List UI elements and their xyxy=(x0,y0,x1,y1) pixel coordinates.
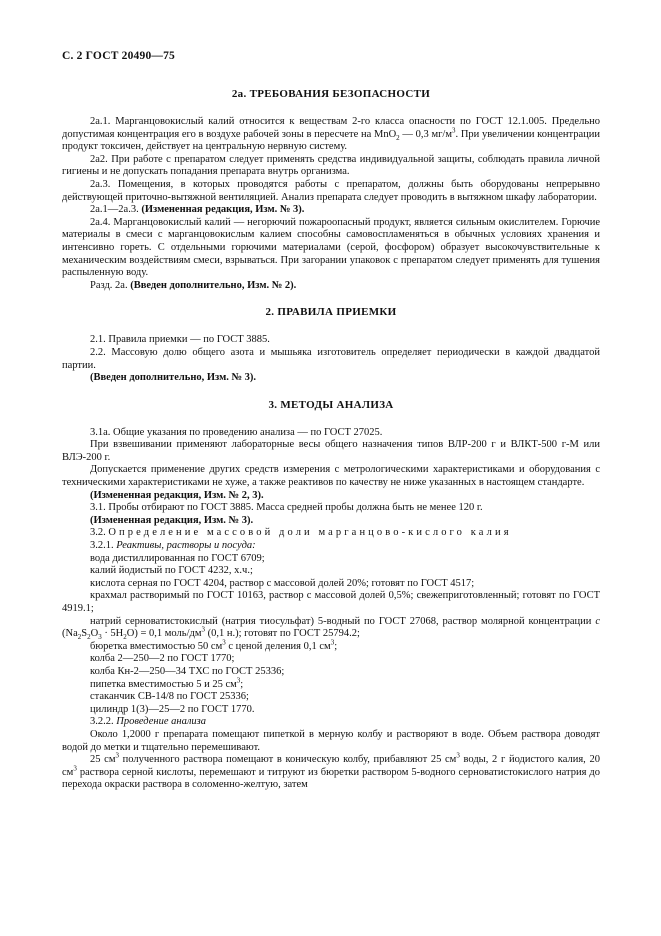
equipment-item: колба Кн-2—250—34 ТХС по ГОСТ 25336; xyxy=(90,665,285,677)
paragraph-2a4: 2а.4. Марганцовокислый калий — негорючий пожароопасный продукт, является сильным окислителем. Горючие материалы в смеси с марганцовокислым калием способны самовоспламеняться в обычных условиях хранения и интенсивно гореть. С отдельными горючими материалами (серой, фосфором) образует высокочувствительные к механическим воздействиям смеси, взрываться. При загорании упаковок с препаратом следует применять для тушения распыленную воду. xyxy=(62,216,600,279)
reagent-item: крахмал растворимый по ГОСТ 10163, раствор с массовой долей 0,5%; свежеприготовленный; готовят по ГОСТ 4919.1; xyxy=(62,590,600,614)
equipment-item: цилиндр 1(3)—25—2 по ГОСТ 1770. xyxy=(90,703,255,715)
subsection-title-3-2-2: 3.2.2. Проведение анализа xyxy=(90,716,207,728)
paragraph-2a2: 2а2. При работе с препаратом следует применять средства индивидуальной защиты, соблюдать правила личной гигиены и не допускать попадания препарата внутрь организма. xyxy=(62,153,600,178)
paragraph-2a3: 2а.3. Помещения, в которых проводятся работы с препаратом, должны быть оборудованы непрерывно действующей приточно-вытяжной вентиляцией. Анализ препарата следует проводить в вытяжном шкафу лаборатории. xyxy=(62,178,600,203)
subsection-title-3-2-1: 3.2.1. Реактивы, растворы и посуда: xyxy=(90,540,256,552)
paragraph-analysis-step-1: Около 1,2000 г препарата помещают пипеткой в мерную колбу и растворяют в воде. Объем раствора доводят водой до метки и тщательно перемешивают. xyxy=(62,728,600,753)
equipment-item: стаканчик СВ-14/8 по ГОСТ 25336; xyxy=(90,691,249,703)
paragraph-3-1: 3.1. Пробы отбирают по ГОСТ 3885. Масса средней пробы должна быть не менее 120 г. xyxy=(90,502,483,514)
document-page xyxy=(62,50,600,792)
equipment-item: колба 2—250—2 по ГОСТ 1770; xyxy=(90,653,235,665)
subsection-title-3-2: 3.2. Определение массовой доли марганцово-кислого калия xyxy=(90,527,512,539)
equipment-item: бюретка вместимостью 50 $см^3$ с ценой деления 0,1 $см^3$; xyxy=(90,638,338,652)
reagent-item: калий йодистый по ГОСТ 4232, х.ч.; xyxy=(90,565,253,577)
section-title-safety: 2а. ТРЕБОВАНИЯ БЕЗОПАСНОСТИ xyxy=(231,88,431,100)
amendment-note-section-2a: Разд. 2а. (Введен дополнительно, Изм. № 2). xyxy=(90,279,297,291)
equipment-item: пипетка вместимостью 5 и 25 $см^3$; xyxy=(90,676,244,690)
paragraph-other-instruments: Допускается применение других средств измерения с метрологическими характеристиками и оборудования с техническими характеристиками не хуже, а также реактивов по качеству не ниже указанных в настоящем стандарте. xyxy=(62,464,600,489)
amendment-note-3-1: (Измененная редакция, Изм. № 3). xyxy=(90,514,254,526)
paragraph-2-2: 2.2. Массовую долю общего азота и мышьяка изготовитель определяет периодически в каждой двадцатой партии. xyxy=(62,346,600,371)
amendment-note-3-1a: (Измененная редакция, Изм. № 2, 3). xyxy=(90,489,264,501)
paragraph-2-1: 2.1. Правила приемки — по ГОСТ 3885. xyxy=(90,334,270,346)
amendment-note-2-2: (Введен дополнительно, Изм. № 3). xyxy=(90,372,257,384)
paragraph-3-1a: 3.1а. Общие указания по проведению анализа — по ГОСТ 27025. xyxy=(90,426,383,438)
reagent-item: вода дистиллированная по ГОСТ 6709; xyxy=(90,552,265,564)
running-header: С. 2 ГОСТ 20490—75 xyxy=(62,50,175,62)
amendment-note-2a1-2a3: 2а.1—2а.3. (Измененная редакция, Изм. № 3). xyxy=(90,204,305,216)
section-title-acceptance: 2. ПРАВИЛА ПРИЕМКИ xyxy=(265,306,397,319)
paragraph-2a1: 2а.1. Марганцовокислый калий относится к веществам 2-го класса опасности по ГОСТ 12.1.005. Предельно допустимая концентрация его в воздухе рабочей зоны в пересчете на MnO$_2$ — 0,3 $мг/м^3$. При увеличении концентрации продукт токсичен, действует на центральную нервную систему. xyxy=(62,116,600,153)
reagent-item: кислота серная по ГОСТ 4204, раствор с массовой долей 20%; готовят по ГОСТ 4517; xyxy=(90,577,475,589)
paragraph-weighing: При взвешивании применяют лабораторные весы общего назначения типов ВЛР-200 г и ВЛКТ-500 г-М или ВЛЭ-200 г. xyxy=(62,439,600,463)
reagent-item: натрий серноватистокислый (натрия тиосульфат) 5-водный по ГОСТ 27068, раствор молярной концентрации c $(Na_2S_2O_3 \cdot 5H_2O) = 0,1$ моль/$дм^3$ (0,1 н.); готовят по ГОСТ 25794.2; xyxy=(62,615,600,642)
section-title-methods: 3. МЕТОДЫ АНАЛИЗА xyxy=(268,398,394,411)
paragraph-analysis-step-2: 25 $см^3$ полученного раствора помещают в коническую колбу, прибавляют 25 $см^3$ воды, 2 г йодистого калия, 20 $см^3$ раствора серной кислоты, перемешают и титруют из бюретки раствором 5-водного серноватистокислого натрия до перехода окраски раствора в соломенно-желтую, затем xyxy=(62,751,600,791)
